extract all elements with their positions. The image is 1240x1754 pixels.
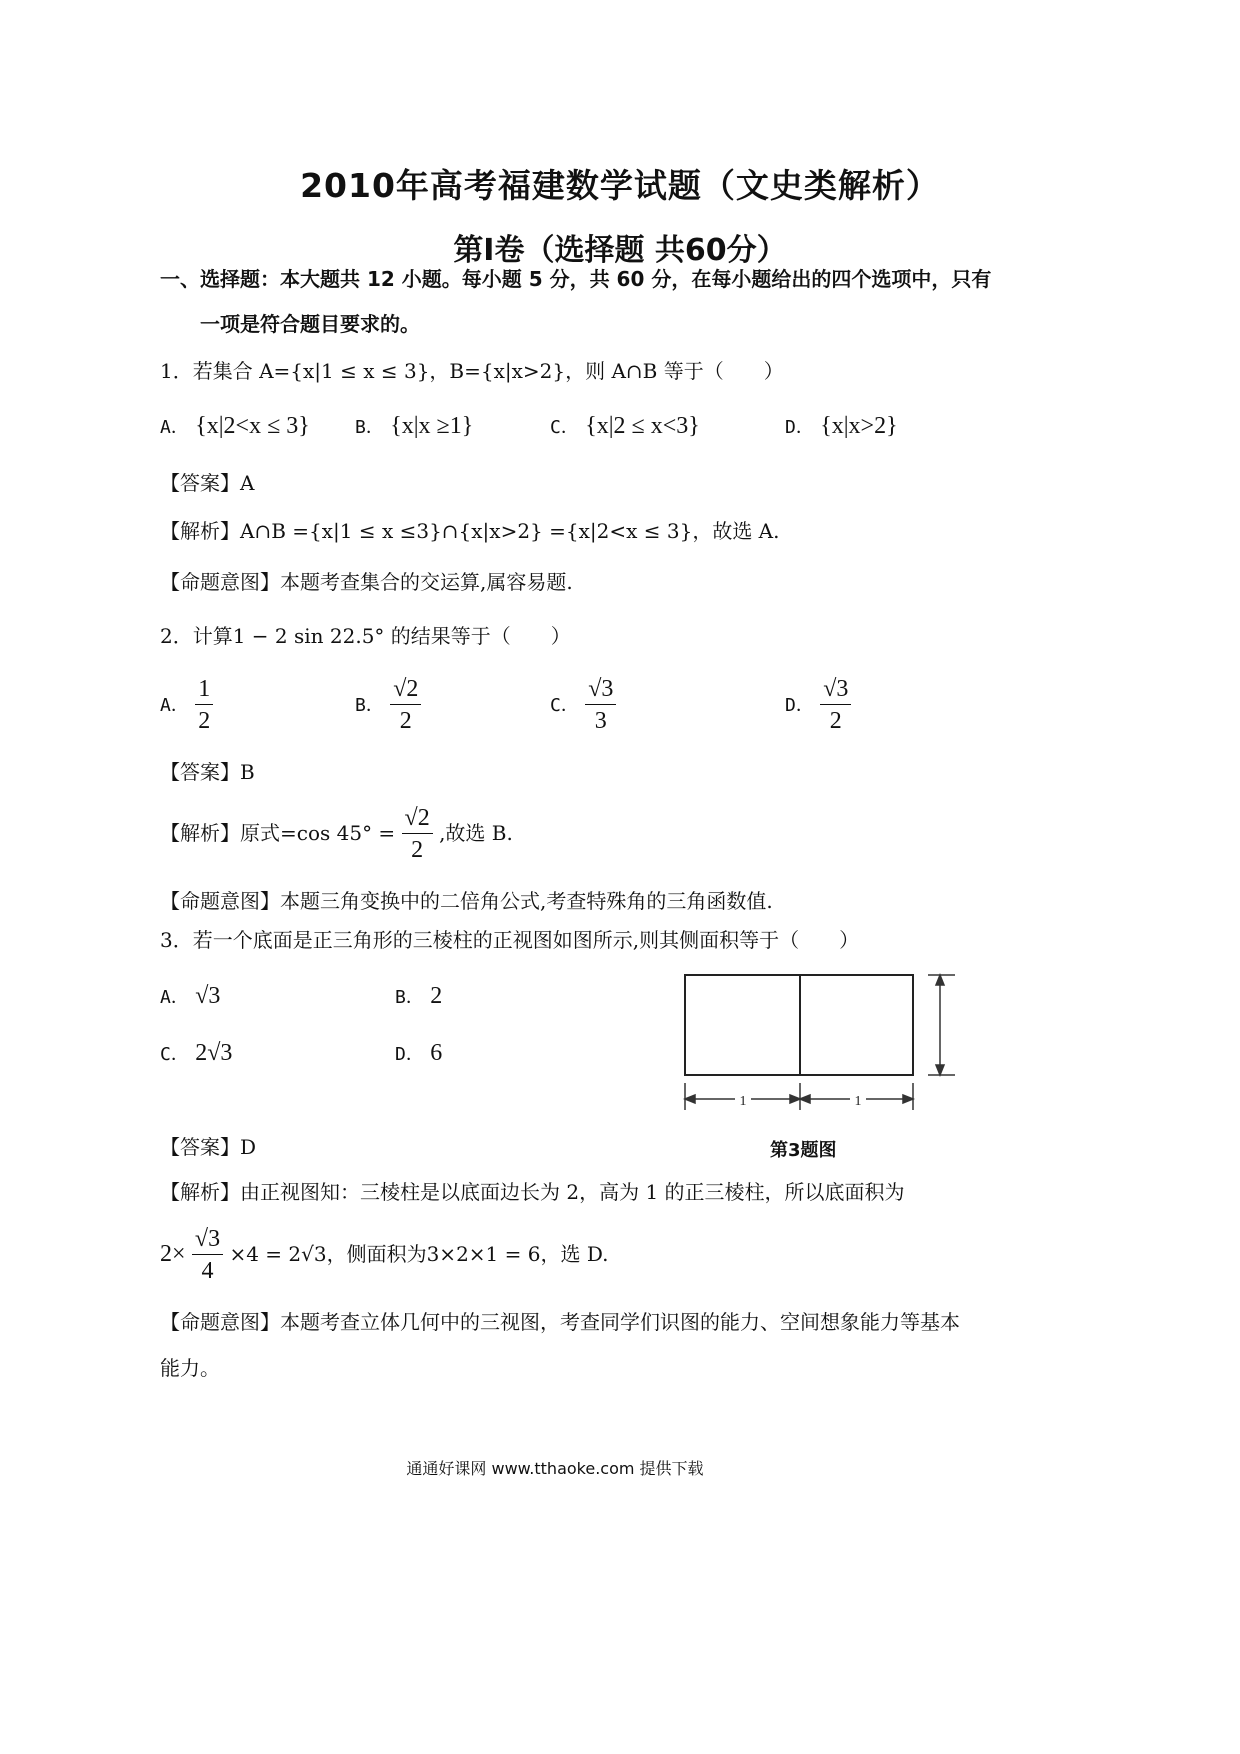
q1-option-b-text: {x|x ≥1} — [390, 413, 474, 439]
q1-analysis: 【解析】A∩B ={x|1 ≤ x ≤3}∩{x|x>2} ={x|2<x ≤ 3}，故选 A. — [160, 519, 780, 543]
section-heading-line1: 一、选择题：本大题共 12 小题。每小题 5 分，共 60 分，在每小题给出的四个选项中，只有 — [160, 267, 992, 291]
q1-option-d-text: {x|x>2} — [820, 413, 898, 439]
page-subtitle: 第Ⅰ卷（选择题 共60分） — [453, 233, 787, 268]
section-heading-line2: 一项是符合题目要求的。 — [200, 312, 420, 336]
q2-analysis-denominator: 2 — [411, 837, 424, 864]
q3-analysis-line2 — [160, 1226, 609, 1285]
q2-option-a-fraction — [195, 676, 213, 735]
q1-answer: 【答案】A — [160, 471, 255, 495]
q2-option-d-fraction — [820, 676, 851, 735]
q1-option-b-letter: B． — [355, 417, 384, 438]
q2-option-b-letter: B． — [355, 694, 384, 716]
q3-option-d — [395, 1040, 442, 1067]
q3-answer: 【答案】D — [160, 1135, 257, 1159]
q3-intent-line1: 【命题意图】本题考查立体几何中的三视图，考查同学们识图的能力、空间想象能力等基本 — [160, 1310, 960, 1334]
q2-option-a-denominator: 2 — [198, 708, 211, 735]
q2-option-c-numerator: √3 — [585, 676, 616, 705]
q2-option-b-numerator: √2 — [390, 676, 421, 705]
q3-option-c-letter: C． — [160, 1044, 189, 1065]
q3-analysis-fraction — [192, 1226, 223, 1285]
q3-option-a-text: √3 — [195, 983, 221, 1009]
q2-option-d-denominator: 2 — [829, 708, 842, 735]
q2-option-d-numerator: √3 — [820, 676, 851, 705]
page-footer: 通通好课网 www.tthaoke.com 提供下载 — [406, 1459, 704, 1478]
q2-option-d — [785, 676, 851, 735]
q3-option-b-letter: B． — [395, 987, 424, 1008]
q1-option-a-text: {x|2<x ≤ 3} — [195, 413, 310, 439]
q3-analysis-line1: 【解析】由正视图知：三棱柱是以底面边长为 2，高为 1 的正三棱柱，所以底面积为 — [160, 1180, 905, 1204]
q2-option-c-fraction — [585, 676, 616, 735]
q2-option-b-denominator: 2 — [399, 708, 412, 735]
q2-analysis-fraction — [402, 805, 433, 864]
q1-option-a — [160, 413, 310, 440]
q3-analysis-line2-prefix: 2× — [160, 1240, 186, 1267]
q3-front-view-figure — [670, 965, 970, 1125]
q1-option-a-letter: A． — [160, 417, 189, 438]
q3-analysis-line2-suffix: ×4 = 2√3，侧面积为3×2×1 = 6，选 D. — [229, 1241, 609, 1266]
q2-option-a — [160, 676, 213, 735]
q3-figure-caption: 第3题图 — [770, 1140, 837, 1161]
dimension-marks — [685, 975, 955, 1110]
q1-option-b — [355, 413, 473, 440]
q2-intent: 【命题意图】本题三角变换中的二倍角公式,考查特殊角的三角函数值. — [160, 889, 773, 913]
q3-option-c — [160, 1040, 232, 1067]
q3-option-b-text: 2 — [430, 983, 443, 1009]
page-title: 2010年高考福建数学试题（文史类解析） — [300, 166, 940, 205]
q2-option-a-letter: A． — [160, 694, 189, 716]
q2-analysis-suffix: ,故选 B. — [439, 820, 513, 845]
q2-option-b-fraction — [390, 676, 421, 735]
q1-option-d-letter: D． — [785, 417, 814, 438]
q3-option-b — [395, 983, 442, 1010]
q3-analysis-denominator: 4 — [201, 1258, 214, 1285]
q2-option-c-letter: C． — [550, 694, 579, 716]
q3-option-a-letter: A． — [160, 987, 189, 1008]
q2-option-c-denominator: 3 — [594, 708, 607, 735]
q3-analysis-numerator: √3 — [192, 1226, 223, 1255]
dimension-label-left: 1 — [739, 1094, 747, 1109]
q1-option-c-letter: C． — [550, 417, 579, 438]
q3-option-d-text: 6 — [430, 1040, 443, 1066]
q2-option-b — [355, 676, 421, 735]
q3-option-c-text: 2√3 — [195, 1040, 233, 1066]
q2-option-a-numerator: 1 — [195, 676, 213, 705]
q2-answer: 【答案】B — [160, 760, 255, 784]
q2-analysis-numerator: √2 — [402, 805, 433, 834]
q2-option-d-letter: D． — [785, 694, 814, 716]
q1-option-c — [550, 413, 700, 440]
q2-analysis-prefix: 【解析】原式=cos 45° = — [160, 820, 396, 845]
q1-stem: 1．若集合 A={x|1 ≤ x ≤ 3}，B={x|x>2}，则 A∩B 等于（ ） — [160, 359, 784, 383]
q1-option-c-text: {x|2 ≤ x<3} — [585, 413, 700, 439]
q3-option-a — [160, 983, 220, 1010]
q1-option-d — [785, 413, 898, 440]
q1-intent: 【命题意图】本题考查集合的交运算,属容易题. — [160, 570, 573, 594]
q2-stem: 2．计算1 − 2 sin 22.5° 的结果等于（ ） — [160, 624, 571, 648]
dimension-label-right: 1 — [854, 1094, 862, 1109]
q2-option-c — [550, 676, 616, 735]
q2-analysis — [160, 805, 513, 864]
q3-option-d-letter: D． — [395, 1044, 424, 1065]
q3-stem: 3．若一个底面是正三角形的三棱柱的正视图如图所示,则其侧面积等于（ ） — [160, 928, 860, 952]
q3-intent-line2: 能力。 — [160, 1356, 220, 1380]
